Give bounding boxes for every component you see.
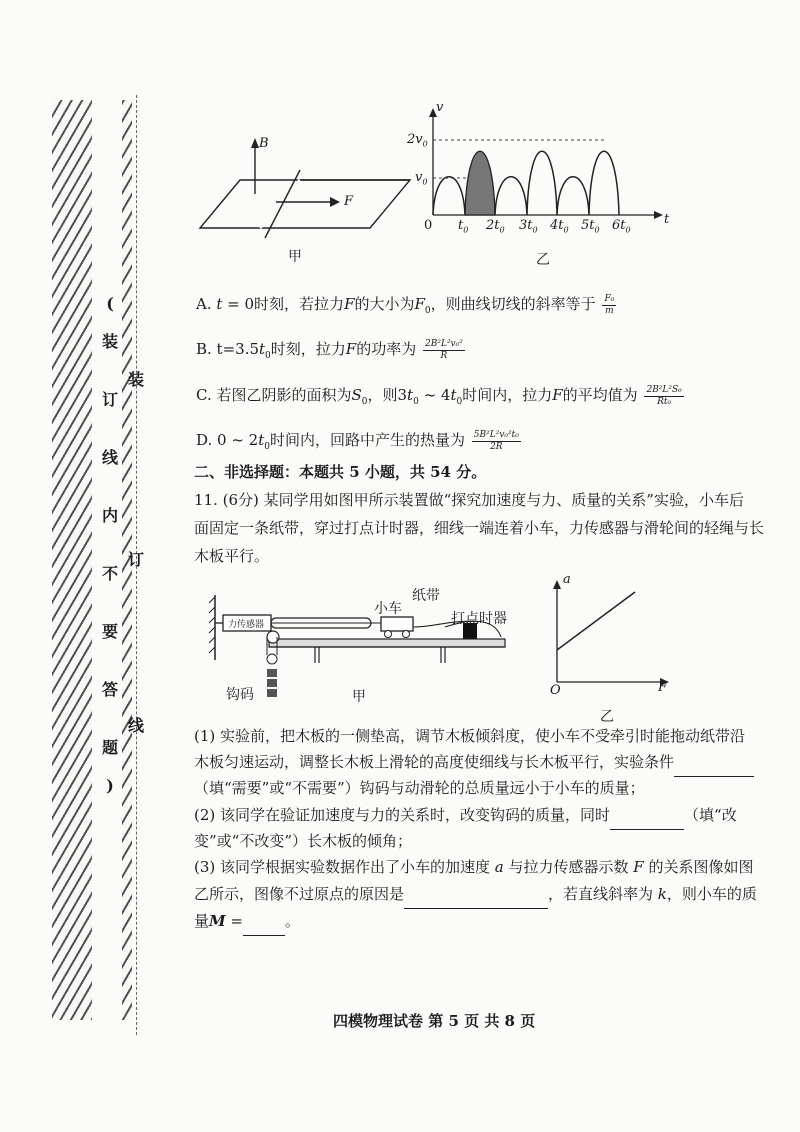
q11-part2-line1: (2) 该同学在验证加速度与力的关系时，改变钩码的质量，同时 （填“改: [194, 801, 737, 830]
label-sensor: 力传感器: [228, 620, 265, 630]
axis-label-a: a: [563, 572, 571, 587]
answer-blank-1[interactable]: [674, 748, 754, 777]
binding-char: 要: [101, 622, 118, 641]
origin-O: O: [550, 683, 561, 698]
hook-weights: [267, 689, 277, 697]
tick-5t0: $5t_0$: [581, 218, 600, 235]
answer-blank-3[interactable]: [404, 880, 548, 909]
binding-char: 内: [101, 506, 118, 525]
section-heading: 二、非选择题：本题共 5 小题，共 54 分。: [194, 463, 487, 481]
moving-pulley: [267, 654, 277, 664]
figure-aF-graph: [545, 570, 675, 695]
shaded-region: [465, 151, 495, 215]
caption-graph: 乙: [600, 709, 614, 725]
label-cart: 小车: [374, 601, 402, 617]
binding-char: 线: [101, 448, 118, 467]
page-footer: 四模物理试卷 第 5 页 共 8 页: [333, 1012, 536, 1030]
option-A[interactable]: A. t = 0时刻，若拉力F的大小为$F_0$，则曲线切线的斜率等于 $\frac{\text{F₀}}{m}$: [196, 294, 615, 316]
figure-jia-field: [190, 130, 420, 270]
caption-yi: 乙: [536, 252, 550, 268]
label-timer: 打点时器: [451, 611, 507, 627]
label-F: F: [344, 194, 354, 209]
answer-blank-2[interactable]: [610, 801, 684, 830]
q11-part1-line2: 木板匀速运动，调整长木板上滑轮的高度使细线与长木板平行，实验条件: [194, 748, 754, 777]
tick-3t0: $3t_0$: [519, 218, 538, 235]
binding-char: 订: [101, 390, 118, 409]
binding-char: ): [106, 776, 114, 795]
tick-4t0: $4t_0$: [550, 218, 569, 235]
binding-left-column: [100, 296, 120, 794]
tick-2t0: $2t_0$: [486, 218, 505, 235]
binding-char: 不: [101, 564, 118, 583]
cart: [381, 617, 413, 631]
q11-part3-line3: 量M = 。: [194, 907, 300, 936]
label-tape: 纸带: [412, 588, 440, 604]
binding-char: 题: [101, 738, 118, 757]
caption-jia: 甲: [288, 249, 302, 265]
binding-char: 订: [128, 550, 145, 569]
q11-intro-line1: 11. (6分) 某同学用如图甲所示装置做“探究加速度与力、质量的关系”实验，小车后: [194, 491, 744, 509]
q11-intro-line2: 面固定一条纸带，穿过打点计时器，细线一端连着小车，力传感器与滑轮间的轻绳与长: [194, 519, 765, 537]
q11-part3-line1: (3) 该同学根据实验数据作出了小车的加速度 a 与拉力传感器示数 F 的关系图像如图: [194, 858, 754, 876]
caption-apparatus: 甲: [352, 689, 366, 705]
q11-part2-line2: 变”或“不改变”）长木板的倾角；: [194, 832, 413, 850]
q11-intro-line3: 木板平行。: [194, 547, 270, 565]
axis-label-t: t: [664, 212, 670, 227]
answer-blank-4[interactable]: [243, 907, 285, 936]
binding-char: 装: [101, 332, 118, 351]
q11-part1-line1: (1) 实验前，把木板的一侧垫高，调节木板倾斜度，使小车不受牵引时能拖动纸带沿: [194, 727, 746, 745]
tick-t0: $t_0$: [458, 218, 469, 235]
tick-v0: $v_0$: [415, 170, 428, 187]
origin-label: 0: [424, 218, 433, 233]
label-hook: 钩码: [226, 687, 254, 703]
q11-part3-line2: 乙所示，图像不过原点的原因是 ，若直线斜率为 k，则小车的质: [194, 880, 757, 909]
binding-char: (: [106, 294, 114, 313]
option-C[interactable]: C. 若图乙阴影的面积为$S_0$，则$3t_0$ ~ $4t_0$时间内，拉力F的平均值为 $\frac{\text{2B²L²S₀}}{\text{Rt₀}}$: [196, 385, 682, 407]
q11-part1-line3: （填“需要”或“不需要”）钩码与动滑轮的总质量远小于小车的质量；: [194, 779, 645, 797]
binding-char: 线: [128, 716, 145, 735]
binding-char: 答: [101, 680, 118, 699]
binding-char: 装: [128, 370, 145, 389]
aF-line: [557, 592, 635, 650]
option-D[interactable]: D. 0 ~ $2t_0$时间内，回路中产生的热量为 $\frac{\text{5B²L²v₀²t₀}}{2R}$: [196, 430, 519, 452]
label-B: B: [259, 136, 269, 151]
tick-6t0: $6t_0$: [612, 218, 631, 235]
long-board: [269, 639, 505, 647]
velocity-curve: [433, 151, 619, 215]
tick-2v0: $2v_0$: [407, 132, 428, 149]
option-B[interactable]: B. $t=3.5t_0$时刻，拉力F的功率为 $\frac{\text{2B²L²v₀²}}{R}$: [196, 339, 463, 361]
axis-label-F: F: [658, 680, 668, 695]
axis-label-v: v: [436, 100, 444, 115]
